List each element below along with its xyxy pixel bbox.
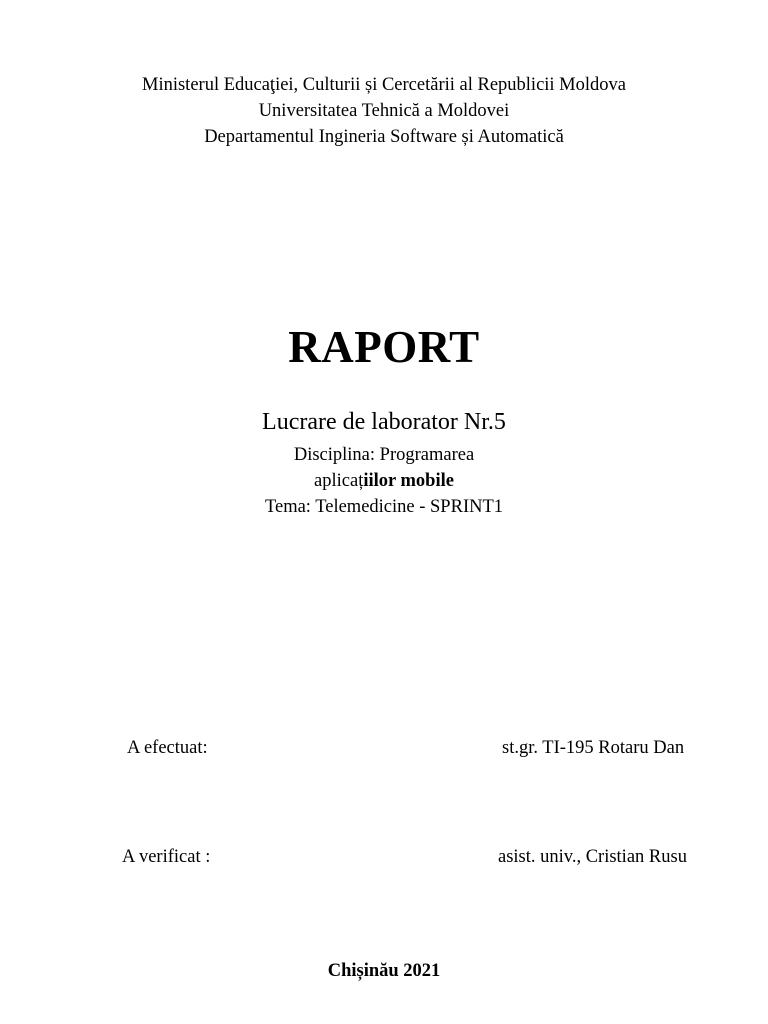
university-name: Universitatea Tehnică a Moldovei xyxy=(258,101,510,121)
verified-by-label: A verificat : xyxy=(122,847,211,867)
place-and-year: Chișinău 2021 xyxy=(327,961,441,981)
topic-line: Tema: Telemedicine - SPRINT1 xyxy=(264,497,504,517)
discipline-continuation xyxy=(0,468,768,494)
ministry-name: Ministerul Educaţiei, Culturii și Cercetării al Republicii Moldova xyxy=(142,75,626,95)
institution-header xyxy=(0,72,768,150)
discipline-continuation-prefix: aplicaț xyxy=(314,471,364,491)
performed-by-label: A efectuat: xyxy=(127,738,208,758)
discipline-continuation-bold: iilor mobile xyxy=(363,471,454,491)
discipline-line: Disciplina: Programarea xyxy=(293,445,475,465)
report-title: RAPORT xyxy=(288,322,480,372)
performed-by-value: st.gr. TI-195 Rotaru Dan xyxy=(502,738,685,758)
lab-work-subtitle: Lucrare de laborator Nr.5 xyxy=(262,409,506,435)
department-name: Departamentul Ingineria Software și Automatică xyxy=(204,127,564,147)
verified-by-value: asist. univ., Cristian Rusu xyxy=(498,847,687,867)
report-details xyxy=(0,442,768,520)
